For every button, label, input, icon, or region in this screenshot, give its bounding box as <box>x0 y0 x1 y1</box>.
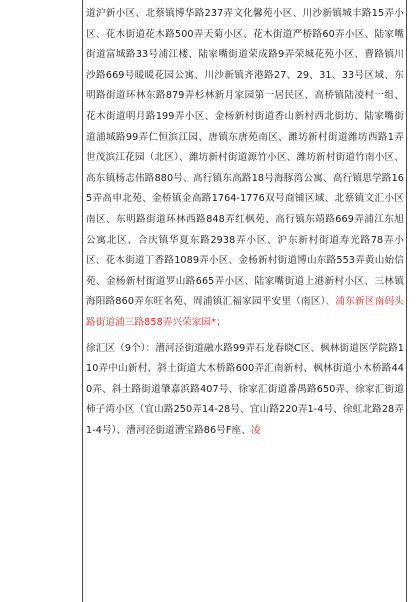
table-right-border <box>406 0 407 602</box>
xuhui-list-text: 徐汇区（9个）：漕河泾街道融水路99弄石龙春晓C区、枫林街道医学院路110弄中山新村、斜土街道大木桥路600弄汇南新村、枫林街道小木桥路440弄、斜土路街道肇嘉浜路407号、徐家汇街道番禺路650弄、徐家汇街道柿子湾小区（宜山路250弄14-28号、宜山路220弄1-4号、徐虹北路28弄1-4号）、漕河泾街道漕宝路86号F座、 <box>86 342 404 436</box>
pudong-highlight-text: 、浦东新区南码头路街道浦三路858弄兴荣家园*； <box>86 296 404 328</box>
pudong-list-text: 道沪新小区、北蔡镇博华路237弄文化馨苑小区、川沙新镇城丰路15弄小区、花木街道花木路500弄天菊小区、花木街道严桥路60弄小区、陆家嘴街道富城路33号浦江楼、陆家嘴街道荣成路9弄荣城花苑小区、曹路镇川沙路669号暖暖花园公寓、川沙新镇齐港路27、29、31、33号区域、东明路街道环林东路879弄杉林新月家园第一居民区、高桥镇陆凌村一组、花木街道明月路199弄小区、金杨新村街道香山新村西北街坊、陆家嘴街道浦城路99弄仁恒滨江园、唐镇东唐苑南区、潍坊新村街道潍坊西路1弄世茂滨江花园（北区）、潍坊新村街道源竹小区、潍坊新村街道竹南小区、高东镇杨志伟路880号、高行镇东高路18号海豚湾公寓、高行镇思学路165弄高申北苑、金桥镇金高路1764-1776双号商铺区域、北蔡镇文汇小区南区、东明路街道环林西路848弄红枫苑、高行镇东靖路669弄浦江东旭公寓北区、合庆镇华夏东路2938弄小区、沪东新村街道寿光路78弄小区、花木街道丁香路1089弄小区、金杨新村街道博山东路553弄黄山始信苑、金杨新村街道罗山路665弄小区、陆家嘴街道上港新村小区、三林镇海阳路860弄东旺名苑、周浦镇汇福家园平安里（南区） <box>86 8 404 308</box>
table-left-border <box>82 0 83 602</box>
pudong-paragraph <box>86 4 404 334</box>
xuhui-paragraph <box>86 339 404 442</box>
table-cell-content <box>86 4 404 441</box>
xuhui-highlight-text: 凌 <box>250 424 261 436</box>
